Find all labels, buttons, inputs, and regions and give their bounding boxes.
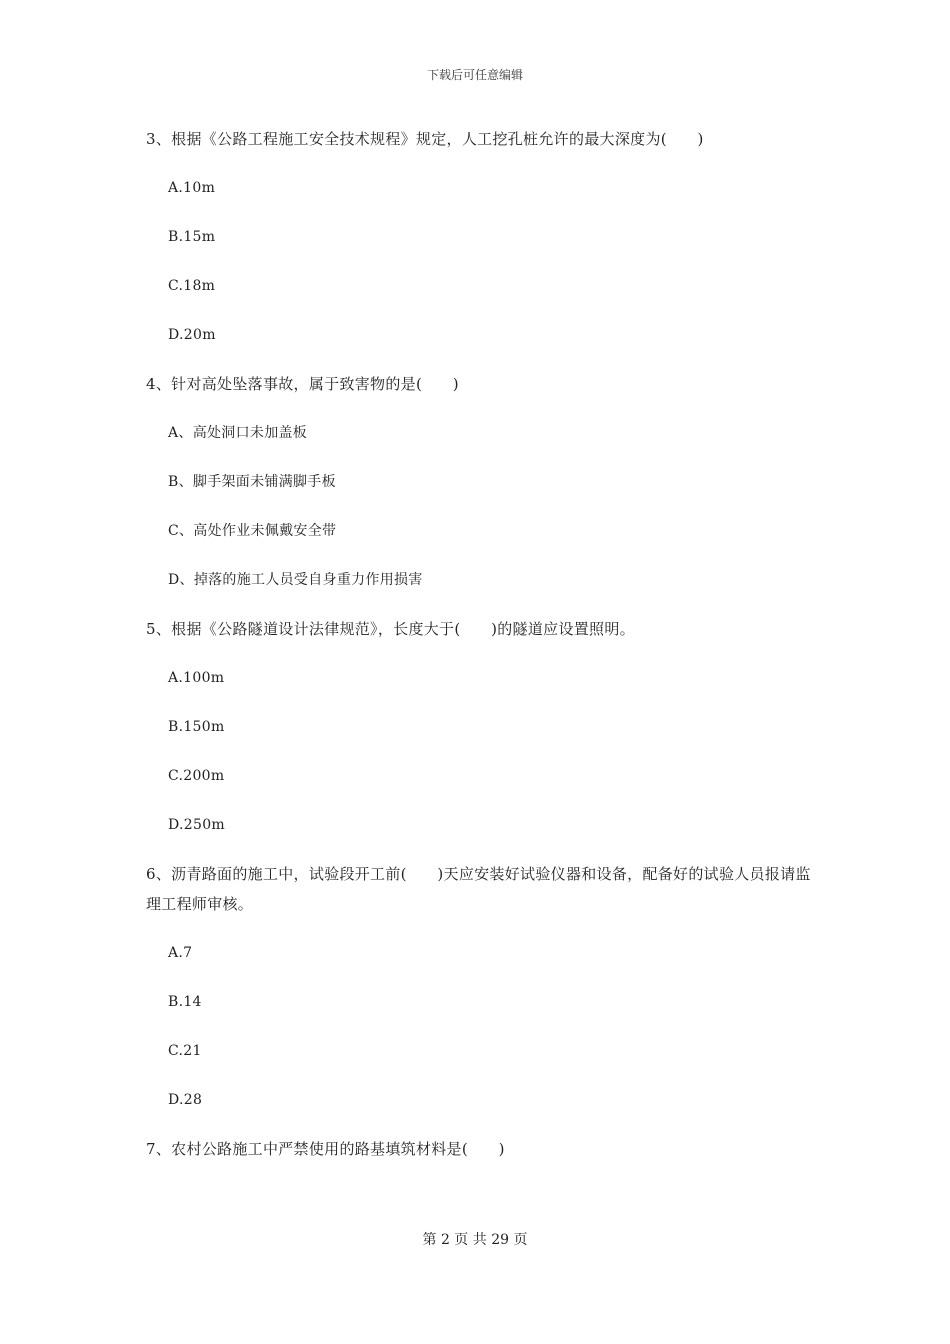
- option-b: B、脚手架面未铺满脚手板: [168, 474, 336, 490]
- option-b: B.14: [168, 994, 202, 1010]
- option-c: C.18m: [168, 278, 216, 294]
- option-a: A.7: [168, 945, 193, 961]
- option-d: D.28: [168, 1092, 203, 1108]
- option-b: B.15m: [168, 229, 216, 245]
- option-c: C.200m: [168, 768, 225, 784]
- option-d: D、掉落的施工人员受自身重力作用损害: [168, 572, 423, 588]
- page-number: 第 2 页 共 29 页: [422, 1232, 528, 1248]
- option-c: C.21: [168, 1043, 202, 1059]
- question-text: 7、农村公路施工中严禁使用的路基填筑材料是( ): [146, 1140, 505, 1158]
- question-text: 4、针对高处坠落事故，属于致害物的是( ): [146, 375, 459, 393]
- option-c: C、高处作业未佩戴安全带: [168, 523, 337, 539]
- option-b: B.150m: [168, 719, 225, 735]
- option-a: A.100m: [168, 670, 225, 686]
- page-header: 下载后可任意编辑: [426, 68, 523, 82]
- question-text: 5、根据《公路隧道设计法律规范》，长度大于( )的隧道应设置照明。: [146, 620, 635, 638]
- option-a: A.10m: [168, 180, 216, 196]
- question-text: 3、根据《公路工程施工安全技术规程》规定，人工挖孔桩允许的最大深度为( ): [146, 130, 704, 148]
- option-d: D.20m: [168, 327, 216, 343]
- question-4: [146, 369, 826, 595]
- option-d: D.250m: [168, 817, 225, 833]
- question-6: [146, 859, 826, 1115]
- document-content: [146, 124, 826, 1183]
- question-3: [146, 124, 826, 350]
- question-7: [146, 1134, 826, 1164]
- question-5: [146, 614, 826, 840]
- question-text: 6、沥青路面的施工中，试验段开工前( )天应安装好试验仪器和设备，配备好的试验人员报请监理工程师审核。: [146, 865, 811, 913]
- option-a: A、高处洞口未加盖板: [168, 425, 308, 441]
